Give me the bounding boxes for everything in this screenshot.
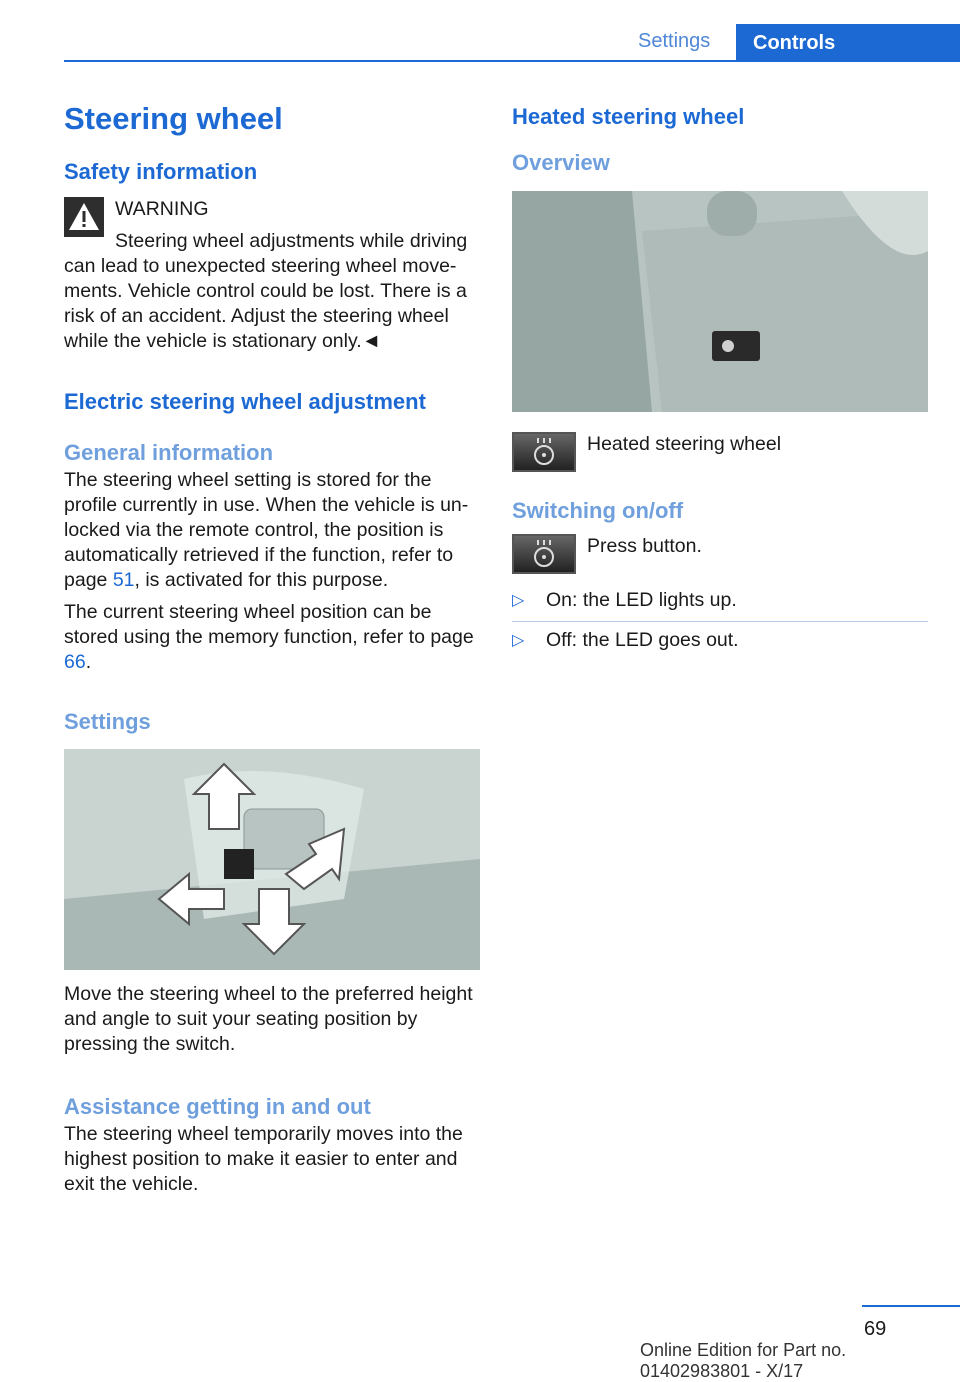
text: The steering wheel setting is stored for the profile currently in use. When the vehicle is un-locked via the remote control, the position is automatically retrieved if the function, refer to page (64, 469, 469, 591)
steering-adjust-photo (64, 749, 480, 970)
heated-wheel-button-icon (512, 534, 576, 574)
overview-heading: Overview (512, 150, 610, 175)
triangle-bullet-icon: ▷ (512, 632, 525, 649)
edition-footer: Online Edition for Part no. 01402983801 - X/17 (640, 1340, 847, 1381)
text: The current steering wheel position can be stored using the memory function, refer to page (64, 601, 474, 648)
page-title: Steering wheel (64, 101, 283, 136)
right-column (512, 98, 928, 653)
bullet-list (512, 588, 928, 653)
heated-wheel-label: Heated steering wheel (587, 433, 782, 455)
warning-box (64, 197, 480, 354)
text: . (85, 651, 92, 673)
general-heading: General information (64, 440, 274, 465)
heated-wheel-button-icon (512, 432, 576, 472)
divider (512, 621, 928, 622)
heated-wheel-photo (512, 191, 928, 412)
press-row (512, 534, 928, 574)
header-section: Settings (638, 30, 711, 52)
general-paragraph (64, 468, 480, 593)
warning-text-first: Steering wheel adjustments while driving (115, 230, 468, 252)
triangle-bullet-icon: ▷ (512, 592, 525, 609)
heated-title: Heated steering wheel (512, 104, 745, 129)
settings-heading: Settings (64, 709, 151, 734)
page-link-66[interactable]: 66 (64, 651, 86, 673)
list-item (512, 628, 928, 653)
warning-label: WARNING (115, 198, 209, 220)
assist-text: The steering wheel temporarily moves into the highest position to make it easier to enter and exit the vehicle. (64, 1123, 463, 1195)
settings-caption: Move the steering wheel to the preferred height and angle to suit your seating position by pressing the switch. (64, 983, 473, 1055)
text: , is activated for this purpose. (134, 569, 389, 591)
warning-icon (64, 197, 104, 237)
assist-heading: Assistance getting in and out (64, 1094, 371, 1119)
list-item (512, 588, 928, 613)
header-rule (64, 60, 960, 62)
dashboard-illustration (512, 191, 928, 412)
adjust-arrows-illustration (64, 749, 480, 970)
electric-heading: Electric steering wheel adjustment (64, 389, 426, 414)
left-column (64, 98, 480, 1197)
switch-heading: Switching on/off (512, 498, 684, 523)
safety-heading: Safety information (64, 159, 258, 184)
press-text: Press button. (587, 535, 702, 557)
footer-rule (862, 1305, 960, 1307)
page-link-51[interactable]: 51 (112, 569, 135, 591)
warning-text: can lead to unexpected steering wheel move-ments. Vehicle control could be lost. There is a risk of an accident. Adjust the steering wheel while the vehicle is stationary only.◄ (64, 255, 467, 352)
memory-paragraph (64, 600, 480, 675)
bullet-text: On: the LED lights up. (546, 589, 737, 611)
header-chapter: Controls (736, 24, 960, 62)
icon-row (512, 432, 928, 472)
page-number: 69 (864, 1318, 887, 1340)
bullet-text: Off: the LED goes out. (546, 629, 739, 651)
